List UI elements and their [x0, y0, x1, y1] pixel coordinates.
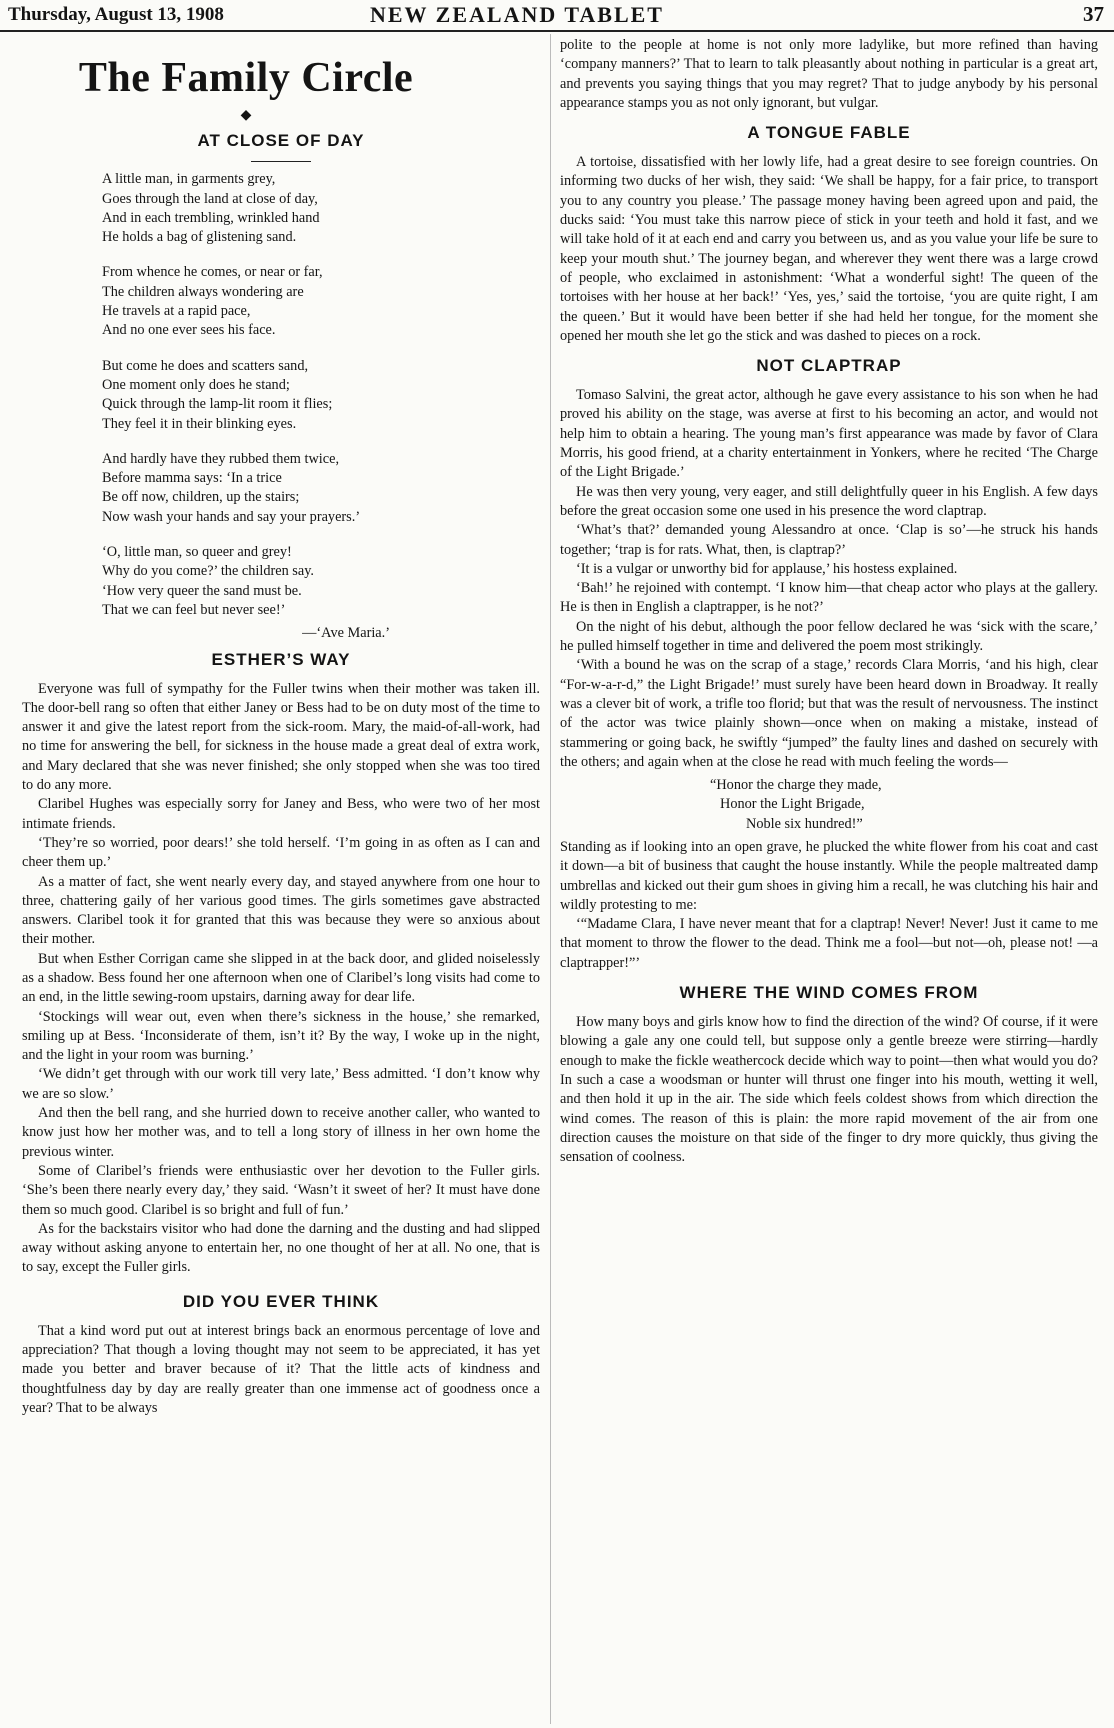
poem-line: Now wash your hands and say your prayers.’	[102, 508, 361, 525]
masthead	[0, 0, 1114, 32]
paragraph: polite to the people at home is not only more ladylike, but more refined than having ‘company manners?’ That to learn to talk pleasantly about nothing in particular is a great art, and prevents you saying things that you may regret? That to judge anybody by his personal appearance stamps you as not only ignorant, but vulgar.	[560, 37, 1098, 111]
quote-line: Honor the Light Brigade,	[720, 796, 865, 813]
article-title: WHERE THE WIND COMES FROM	[679, 983, 979, 1003]
poem-line: But come he does and scatters sand,	[102, 357, 309, 374]
poem-line: One moment only does he stand;	[102, 376, 290, 393]
poem-line: ‘O, little man, so queer and grey!	[102, 544, 292, 561]
paragraph: And then the bell rang, and she hurried down to receive another caller, who wanted to know just how her mother was, and to tell a long story of illness in her own home the previous winter.	[22, 1105, 540, 1160]
paper-title: NEW ZEALAND TABLET	[370, 2, 664, 27]
paragraph: He was then very young, very eager, and still delightfully queer in his English. A few days before the great occasion some one used in his presence the word claptrap.	[560, 483, 1098, 519]
paragraph: ‘What’s that?’ demanded young Alessandro at once. ‘Clap is so’—he struck his hands together; ‘trap is for rats. What, then, is claptrap?’	[560, 522, 1098, 558]
poem-line: ‘How very queer the sand must be.	[102, 582, 302, 599]
paragraph: ‘With a bound he was on the scrap of a stage,’ records Clara Morris, ‘and his high, clear “For-w-a-r-d,” the Light Brigade!’ must surely have been heard down in Broadway. It really was a clever bit of work, a trifle too florid; but that was the result of nervousness. The instinct of the actor was twice plainly shown—once when on making a mistake, instead of stammering or going back, he swiftly “jumped” the faulty lines and dashed on securely with the others; and again when at the close he read with much feeling the words—	[560, 657, 1098, 770]
paragraph: Standing as if looking into an open grave, he plucked the white flower from his coat and cast it down—a bit of business that caught the house instantly. While the people maltreated damp umbrellas and kicked out their gum shoes in giving him a recall, he was clutching his hair and wildly protesting to me:	[560, 838, 1098, 913]
paragraph: ‘They’re so worried, poor dears!’ she told herself. ‘I’m going in as often as I can and cheer them up.’	[22, 834, 540, 871]
poem-line: That we can feel but never see!’	[102, 601, 286, 618]
poem-line: Goes through the land at close of day,	[102, 190, 318, 207]
poem-stanza	[102, 357, 540, 434]
title-rule	[251, 161, 311, 162]
left-column	[22, 36, 540, 1418]
poem-line: Why do you come?’ the children say.	[102, 563, 314, 580]
paragraph: As a matter of fact, she went nearly every day, and stayed anywhere from one hour to three, chattering gaily of her various good times. The girls sometimes gave abstracted answers. Claribel took it for granted that this was because they were so anxious about their mother.	[22, 873, 540, 948]
poem-line: He holds a bag of glistening sand.	[102, 229, 297, 246]
poem-line: They feel it in their blinking eyes.	[102, 415, 297, 432]
poem-line: The children always wondering are	[102, 283, 304, 300]
article-title: NOT CLAPTRAP	[756, 356, 902, 376]
column-divider	[550, 34, 551, 1724]
issue-date: Thursday, August 13, 1908	[8, 4, 224, 25]
paragraph: On the night of his debut, although the poor fellow declared he was ‘sick with the scare,’ he pulled himself together in time and delivered the poem most strikingly.	[560, 618, 1098, 655]
paragraph: But when Esther Corrigan came she slipped in at the back door, and glided noiselessly as a shadow. Bess found her one afternoon when one of Claribel’s long visits had come to an end, in the little sewing-room upstairs, darning away for dear life.	[22, 950, 540, 1006]
article-title: ESTHER’S WAY	[211, 649, 351, 669]
poem-stanza	[102, 450, 540, 527]
diamond-ornament-icon: ◆	[240, 108, 252, 123]
paragraph: ‘It is a vulgar or unworthy bid for applause,’ his hostess explained.	[576, 560, 958, 577]
poem-title: AT CLOSE OF DAY	[197, 131, 365, 151]
article-title: DID YOU EVER THINK	[182, 1291, 380, 1311]
poem-stanza	[102, 170, 540, 247]
poem-stanza	[102, 263, 540, 340]
poem-line: From whence he comes, or near or far,	[102, 264, 323, 281]
paragraph: ‘“Madame Clara, I have never meant that for a claptrap! Never! Never! Just it came to me that moment to throw the flower to the dead. Think me a fool—but not—oh, please not! —a claptrapper!”’	[560, 916, 1098, 971]
poem-line: He travels at a rapid pace,	[102, 303, 251, 320]
quote-line: Noble six hundred!”	[746, 815, 863, 832]
paragraph: ‘We didn’t get through with our work till very late,’ Bess admitted. ‘I don’t know why we are so slow.’	[22, 1066, 540, 1102]
paragraph: Some of Claribel’s friends were enthusiastic over her devotion to the Fuller girls. ‘She’s been there nearly every day,’ they said. ‘Wasn’t it sweet of her? It must have done them so much good. Claribel is so bright and full of fun.’	[22, 1162, 540, 1218]
poem-stanza	[102, 543, 540, 620]
paragraph: ‘Stockings will wear out, even when there’s sickness in the house,’ she remarked, smiling up at Bess. ‘Inconsiderate of them, isn’t it? By the way, I woke up in the night, and the light in your room was burning.’	[22, 1008, 540, 1064]
paragraph: Everyone was full of sympathy for the Fuller twins when their mother was taken ill. The door-bell rang so often that either Janey or Bess had to be on duty most of the time to answer it and give the latest report from the sick-room. Mary, the maid-of-all-work, had no time for answering the bell, for sickness in the house made a great deal of extra work, and Mary declared that she was never finished; she only stopped when she was too tired to do any more.	[22, 680, 540, 794]
poem-line: Before mamma says: ‘In a trice	[102, 470, 282, 487]
poem-line: And hardly have they rubbed them twice,	[102, 450, 340, 467]
poem	[102, 170, 540, 620]
poem-attribution: —‘Ave Maria.’	[302, 625, 390, 642]
paragraph: As for the backstairs visitor who had done the darning and the dusting and had slipped away without asking anyone to entertain her, no one thought of her at all. No one, that is to say, except the Fuller girls.	[22, 1220, 540, 1276]
right-column	[560, 36, 1098, 1167]
page-number: 37	[1083, 2, 1104, 26]
poem-line: A little man, in garments grey,	[102, 171, 276, 188]
article-title: A TONGUE FABLE	[747, 123, 911, 143]
paragraph: Claribel Hughes was especially sorry for Janey and Bess, who were two of her most intimate friends.	[22, 796, 540, 832]
paragraph: How many boys and girls know how to find the direction of the wind? Of course, if it were blowing a gale any one could tell, but suppose only a gentle breeze were stirring—hardly enough to make the fickle weathercock decide which way to point—then what would you do? In such a case a woodsman or hunter will thrust one finger into his mouth, wetting it well, and then hold it up in the air. The side which feels coldest shows from which direction the wind comes. The reason of this is plain: the more rapid movement of the air from one direction causes the moisture on that side of the finger to dry more quickly, thus giving the sensation of coolness.	[560, 1014, 1098, 1166]
poem-line: And in each trembling, wrinkled hand	[102, 209, 320, 226]
quote-line: “Honor the charge they made,	[710, 777, 882, 794]
paragraph: That a kind word put out at interest brings back an enormous percentage of love and appreciation? That though a loving thought may not seem to be appreciated, it has yet made you better and braver because of it? That the little acts of kindness and thoughtfulness day by day are really greater than one immense act of goodness once a year? That to be always	[22, 1322, 540, 1416]
poem-line: And no one ever sees his face.	[102, 322, 276, 339]
paragraph: ‘Bah!’ he rejoined with contempt. ‘I know him—that cheap actor who plays at the gallery. He is then in English a claptrapper, is he not?’	[560, 580, 1098, 616]
poem-line: Be off now, children, up the stairs;	[102, 489, 300, 506]
paragraph: Tomaso Salvini, the great actor, although he gave every assistance to his son when he had proved his ability on the stage, was averse at first to his becoming an actor, and would not help him to obtain a hearing. The young man’s first appearance was made by favor of Clara Morris, his good friend, at a charity entertainment in Yonkers, where he recited ‘The Charge of the Light Brigade.’	[560, 387, 1098, 481]
paragraph: A tortoise, dissatisfied with her lowly life, had a great desire to see foreign countries. On informing two ducks of her wish, they said: ‘We shall be happy, for a fair price, to transport you to any country you please.’ The passage money having been agreed upon and paid, the ducks said: ‘You must take this narrow piece of stick in your teeth and hold it fast, and we will take hold of it at each end and carry you between us, and as you value your life be sure to keep your mouth shut.’ The journey began, and wherever they went there was a large crowd of people, who exclaimed in astonishment: ‘What a wonderful sight! The queen of the tortoises with her house at her back!’ ‘Yes, yes,’ said the tortoise, ‘you are quite right, I am the queen.’ But it would have been better if she had held her tongue, for the moment she opened her mouth she let go the stick and was dashed to pieces on a rock.	[560, 154, 1098, 344]
poem-quote	[710, 776, 1098, 834]
section-title: The Family Circle	[78, 55, 414, 101]
poem-line: Quick through the lamp-lit room it flies;	[102, 396, 333, 413]
